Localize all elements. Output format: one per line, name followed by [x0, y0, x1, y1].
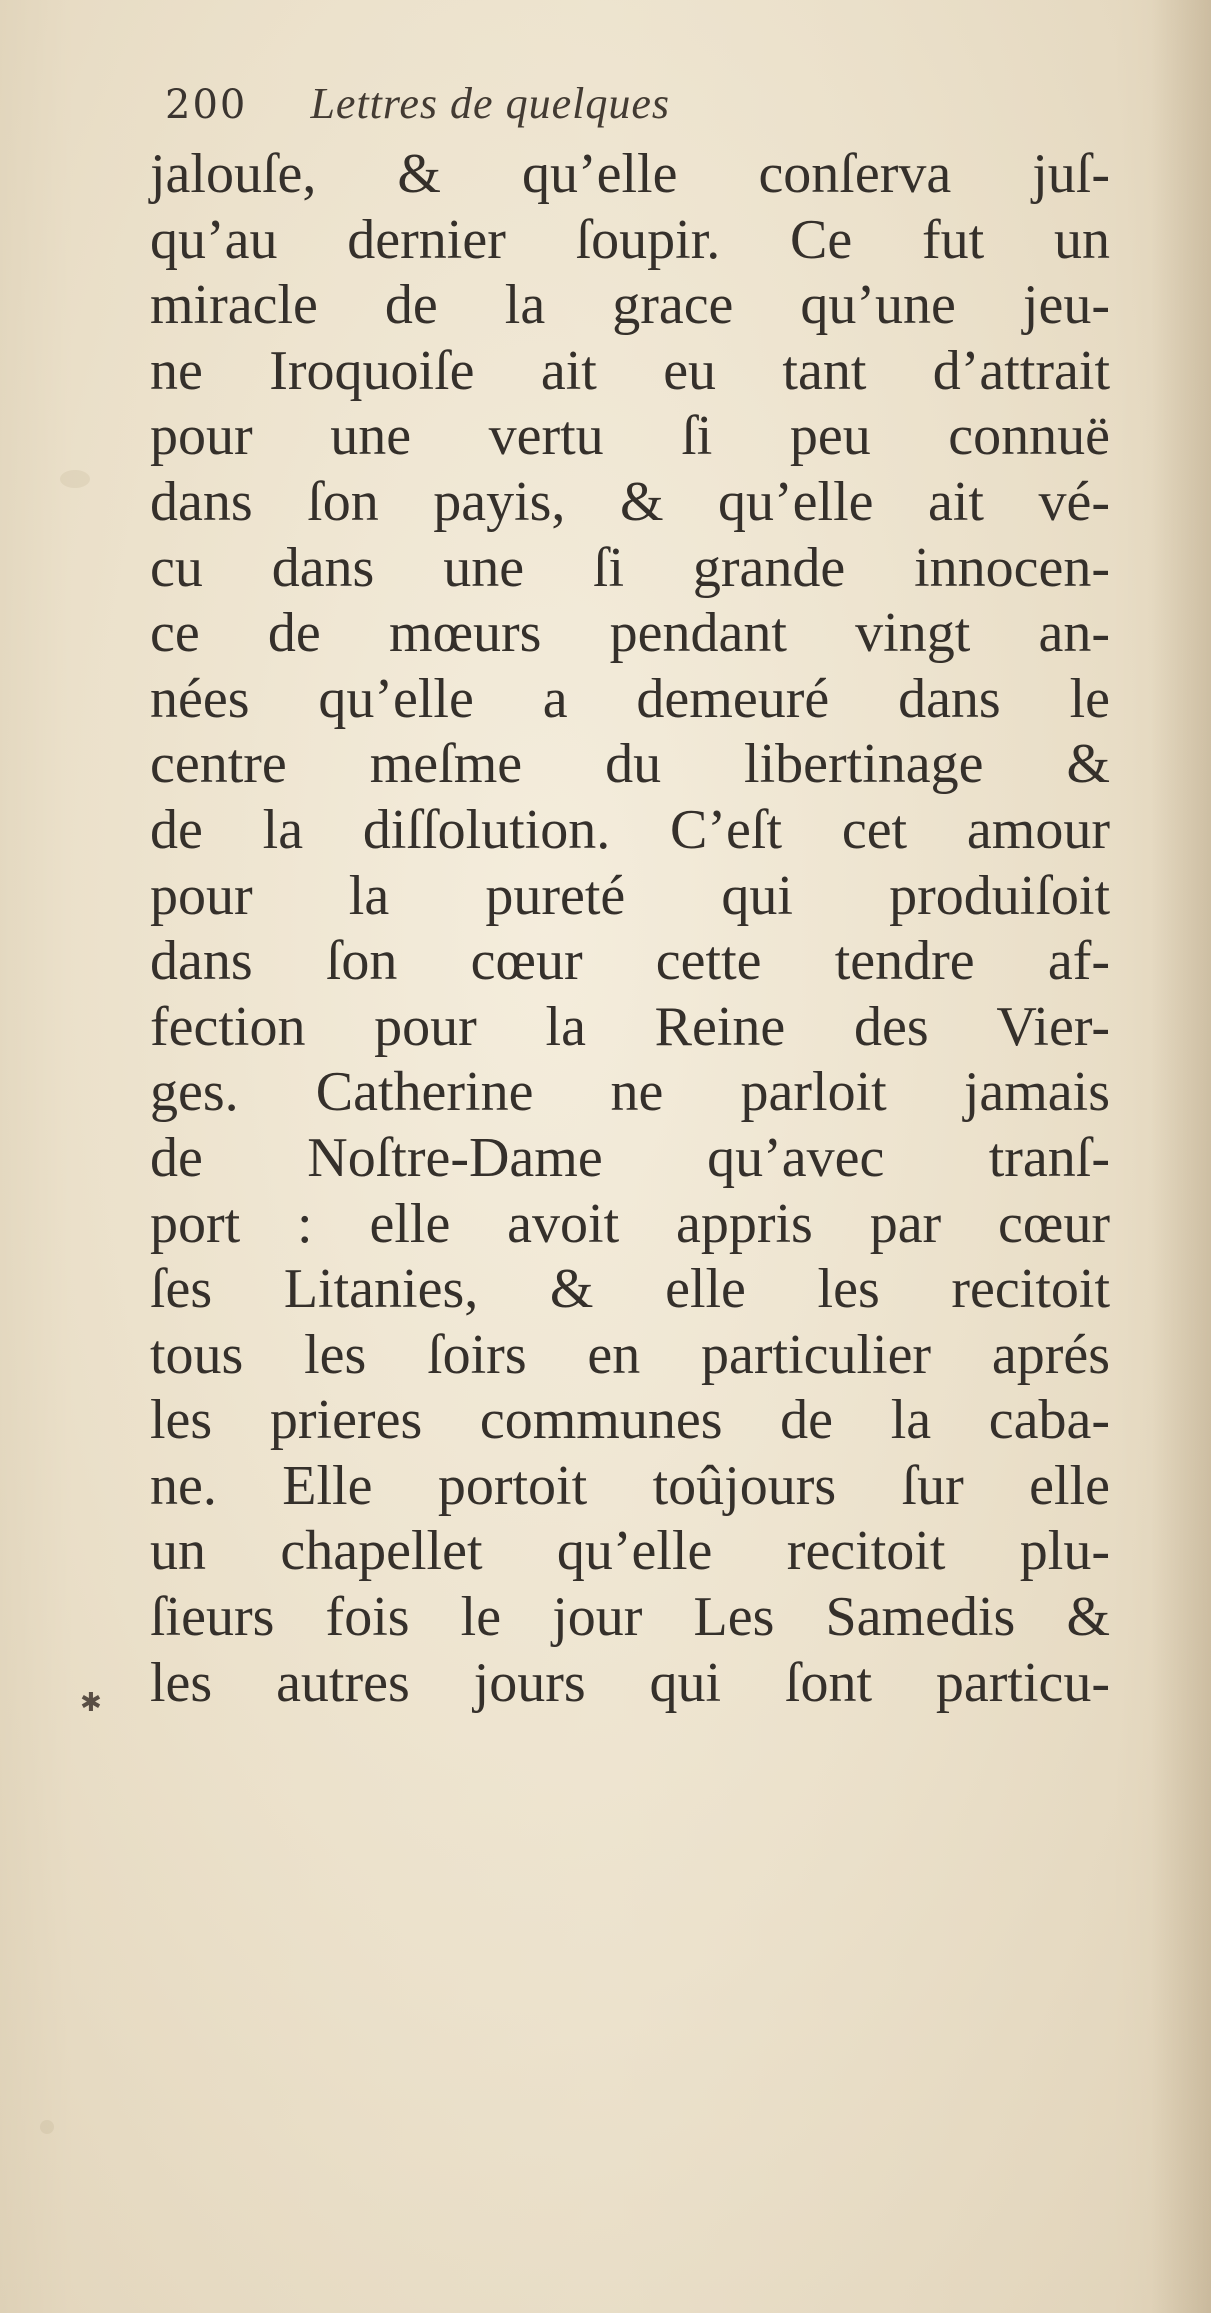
body-text	[150, 142, 1110, 1716]
text-line: fection pour la Reine des Vier-	[150, 995, 1110, 1058]
margin-mark: ✱	[80, 1688, 102, 1718]
text-line: ne. Elle portoit toûjours ſur elle	[150, 1454, 1110, 1517]
text-line: ne Iroquoiſe ait eu tant d’attrait	[150, 339, 1110, 402]
text-line: centre meſme du libertinage &	[150, 733, 1110, 796]
text-line: cu dans une ſi grande innocen-	[150, 536, 1110, 599]
text-line: de la diſſolution. C’eſt cet amour	[150, 798, 1110, 861]
text-line: tous les ſoirs en particulier aprés	[150, 1323, 1110, 1386]
text-line: les prieres communes de la caba-	[150, 1389, 1110, 1452]
paper-stain	[60, 470, 90, 488]
text-line: les autres jours qui ſont particu-	[150, 1651, 1110, 1714]
text-line: port : elle avoit appris par cœur	[150, 1192, 1110, 1255]
page-header	[165, 78, 670, 138]
running-title: Lettres de quelques	[310, 79, 670, 128]
text-line: pour la pureté qui produiſoit	[150, 864, 1110, 927]
text-line: pour une vertu ſi peu connuë	[150, 405, 1110, 468]
page-edge-shadow	[1151, 0, 1211, 2313]
text-line: dans ſon cœur cette tendre af-	[150, 930, 1110, 993]
text-line: ſes Litanies, & elle les recitoit	[150, 1258, 1110, 1321]
text-line: ges. Catherine ne parloit jamais	[150, 1061, 1110, 1124]
text-line: nées qu’elle a demeuré dans le	[150, 667, 1110, 730]
text-line: miracle de la grace qu’une jeu-	[150, 274, 1110, 337]
text-line: dans ſon payis, & qu’elle ait vé-	[150, 470, 1110, 533]
text-line: ſieurs fois le jour Les Samedis &	[150, 1586, 1110, 1649]
text-line: de Noſtre-Dame qu’avec tranſ-	[150, 1126, 1110, 1189]
page-number: 200	[165, 82, 248, 128]
text-line: un chapellet qu’elle recitoit plu-	[150, 1520, 1110, 1583]
paper-stain	[40, 2120, 54, 2134]
text-line: ce de mœurs pendant vingt an-	[150, 602, 1110, 665]
text-line: qu’au dernier ſoupir. Ce fut un	[150, 208, 1110, 271]
text-line: jalouſe, & qu’elle conſerva juſ-	[150, 143, 1110, 205]
